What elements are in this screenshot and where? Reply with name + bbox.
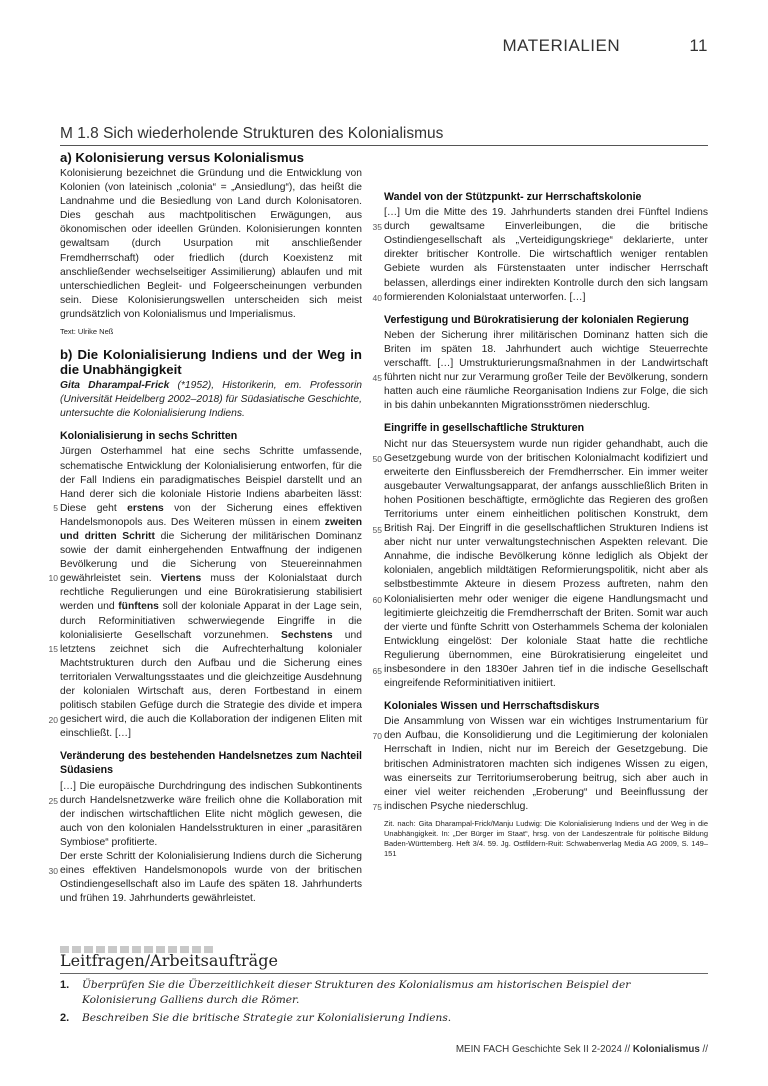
domination-colony-paragraph <box>372 206 708 305</box>
line-number: 35 <box>372 222 382 233</box>
line-number: 50 <box>372 453 382 464</box>
subheading-trade-network: Veränderung des bestehenden Handelsnetzes zum Nachteil Südasiens <box>60 750 362 777</box>
footer-topic: Kolonialismus <box>632 1044 700 1055</box>
six-steps-paragraph <box>48 445 363 741</box>
task-text: Beschreiben Sie die britische Strategie zur Kolonialisierung Indiens. <box>82 1012 452 1024</box>
line-number: 70 <box>372 731 382 742</box>
text-run: Neben der Sicherung ihrer militärischen Dominanz hatten sich die Briten im späten 18. Jahrhundert auch wichtige Steuerrechte verschafft. […] Umstrukturierungsmaßnahmen in der Landwirtschaft führten nicht nur zur Verarmung großer Teile der Bevölkerung, sondern hatten auch eine räumliche Reorganisation Indiens zur Folge, die sich in bis dahin unbekannten Migrationsströmen niederschlug. <box>384 329 708 412</box>
line-number: 25 <box>48 795 58 806</box>
line-number: 45 <box>372 372 382 383</box>
section-b-citation: Zit. nach: Gita Dharampal-Frick/Manju Ludwig: Die Kolonialisierung Indiens und der Weg in die Unabhängigkeit. In: „Der Bürger im Staat“, hrsg. von der Landeszentrale für politische Bildung Baden-Württemberg. Heft 3/4. 59. Jg. Ostfildern-Ruit: Schwabenverlag Media AG 2009, S. 149–151 <box>384 818 708 858</box>
text-run: und letztens zeichnet sich die Aufrechterhaltung kolonialer Machtstrukturen durch den Aufbau und die Sicherung eines territorialen Verwaltungsstaates und die gleichzeitige Ausdehnung der kolonialen Wirtschaft aus, deren Fortbestand in einem politisch stabilen Gefüge durch die Strategie des divide et impera gesichert wird, die auch die Kollaboration der indigenen Eliten mit einschließt. […] <box>60 629 362 740</box>
line-number: 65 <box>372 665 382 676</box>
subheading-social-structures: Eingriffe in gesellschaftliche Strukturen <box>384 422 585 435</box>
subheading-colonial-knowledge: Koloniales Wissen und Herrschaftsdiskurs <box>384 700 600 713</box>
page-number: 11 <box>689 36 708 55</box>
social-structures-paragraph <box>372 438 708 692</box>
material-title: M 1.8 Sich wiederholende Strukturen des Kolonialismus <box>60 125 708 146</box>
text-run: Der erste Schritt der Kolonialisierung Indiens durch die Sicherung eines effektiven Handelsmonopols wurde von der britischen Ostindiengesellschaft also im Laufe des späten 18. Jahrhunderts und frühen 19. Jahrhunderts gewährleistet. <box>60 851 362 905</box>
task-item <box>60 978 708 1007</box>
text-run: Nicht nur das Steuersystem wurde nun rigider gehandhabt, auch die Gesetzgebung wurde von der britischen Kolonialmacht kodifiziert und erweiterte den Einflussbereich der Fremdherrscher. Ein immer weiter ausgebauter Verwaltungsapparat, der anfangs ausschließlich Briten in hohen Positionen beschäftigte, ermöglichte das Regieren des großen Territoriums unter einem einheitlichen politischen Konstrukt, dem British Raj. Der Eingriff in die gesellschaftlichen Strukturen Indiens ist aber nicht nur unter verwaltungstechnischen Aspekten relevant. Die Annahme, die indische Bevölkerung könne lediglich als Objekt der kolonialen, angeblich mildtätigen Reformierungspolitik, nicht aber als selbstbestimmte Akteure in diesem Prozess auftreten, nahm den Kolonialisierten mehr oder weniger die eigene Handlungsmacht und legitimierte gleichzeitig die Fremdherrschaft der Briten. Somit war auch der vierte und fünfte Schritt von Osterhammels Schema der kolonialen Entwicklung eingelöst: Der koloniale Staat hatte die rechtliche Regulierung übernommen, eine Bürokratisierung eingeleitet und insbesondere in den 1830er Jahren tief in die indische Gesellschaft eingreifende Reforminitiativen initiiert. <box>384 438 708 690</box>
line-number: 60 <box>372 594 382 605</box>
text-run: von der Sicherung eines effektiven Handelsmonopols aus. Des Weiteren müssen in einem <box>60 502 362 528</box>
line-number: 10 <box>48 573 58 584</box>
section-a-heading: a) Kolonisierung versus Kolonialismus <box>60 150 305 165</box>
emphasis-viertens: Viertens <box>160 573 202 585</box>
subheading-domination-colony: Wandel von der Stützpunkt- zur Herrschaftskolonie <box>384 191 642 203</box>
footer-suffix: // <box>699 1044 708 1055</box>
tasks-heading: Leitfragen/Arbeitsaufträge <box>60 951 708 974</box>
colonial-knowledge-paragraph <box>372 715 708 814</box>
author-intro-text: (*1952), Historikerin, em. Professorin (Universität Heidelberg 2002–2018) für Südasiatische Geschichte, untersuchte die Kolonialisierung Indiens. <box>60 380 362 420</box>
tasks-list <box>60 978 708 1030</box>
task-number: 1. <box>60 979 70 991</box>
bureaucratization-paragraph <box>372 329 708 414</box>
page-header <box>503 36 708 56</box>
text-run: muss der Kolonialstaat durch rechtliche Regulierungen und eine Bürokratisierung stabilisiert werden und <box>60 573 362 613</box>
section-a-body: Kolonisierung bezeichnet die Gründung und die Entwicklung von Kolonien (von lateinisch „colonia“ = „Ansiedlung“), das heißt die Landnahme und die Besiedlung von Land durch Kolonisatoren. Dies geschah aus machtpolitischen Erwägungen, aus ökonomischen oder ideellen Gründen. Kolonisierungen konnten gewaltsam (durch Usurpation mit anschließender Fremdherrschaft) oder friedlich (durch Koexistenz mit anschließender wechselseitiger Assimilierung) ablaufen und mit unterschiedlichen Begleit- und Folgeerscheinungen verbunden sein. Diese Kolonisierungswellen unterscheiden sich meist grundsätzlich von Kolonialismus und Imperialismus. <box>60 168 362 320</box>
section-a-citation: Text: Ulrike Neß <box>60 327 114 337</box>
page-footer <box>456 1044 708 1055</box>
text-run: Die Ansammlung von Wissen war ein wichtiges Instrumentarium für den Aufbau, die Konsolidierung und die Legitimierung der kolonialen Herrschaft in Indien, nicht nur im Bereich der Gesetzgebung. Die britischen Administratoren machten sich indigenes Wissen zu eigen, was einerseits zur Territoriumseroberung beitrug, sich aber auch in einer viel weiter reichenden „Eroberung“ und Beeinflussung der indischen Psyche niederschlug. <box>384 716 708 812</box>
line-number: 55 <box>372 524 382 535</box>
emphasis-sechstens: Sechstens <box>281 629 333 641</box>
emphasis-erstens: erstens <box>127 502 164 514</box>
emphasis-fuenftens: fünftens <box>118 601 159 613</box>
text-run: die Sicherung der militärischen Dominanz sowie der damit einhergehenden Entwaffnung der indigenen Bevölkerung und die Sicherung von Steuereinnahmen gewährleistet sein. <box>60 530 363 585</box>
author-name: Gita Dharampal-Frick <box>60 380 170 392</box>
text-run: […] Um die Mitte des 19. Jahrhunderts standen drei Fünftel Indiens durch gewaltsame Einverleibungen, die die britische Ostindiengesellschaft als „Verteidigungskriege“ deklarierte, unter direkter britischer Kontrolle. Die wirtschaftlich weniger rentablen Gebiete wurden als Fürstenstaaten unter indischer Herrschaft belassen, allerdings einer indirekten Kontrolle durch den sich langsam formierenden Kolonialstaat unterworfen. […] <box>384 207 708 303</box>
section-b-heading: b) Die Kolonialisierung Indiens und der Weg in die Unabhängigkeit <box>60 347 362 378</box>
trade-network-paragraph <box>48 780 362 850</box>
subheading-six-steps: Kolonialisierung in sechs Schritten <box>60 430 238 443</box>
subheading-bureaucratization: Verfestigung und Bürokratisierung der kolonialen Regierung <box>384 313 689 326</box>
trade-network-paragraph-2 <box>48 850 362 906</box>
line-number: 40 <box>372 293 382 304</box>
emphasis-zweiten: zweiten und dritten Schritt <box>60 516 362 542</box>
text-run: […] Die europäische Durchdringung des indischen Subkontinents durch Handelsnetzwerke wäre freilich ohne die Kollaboration mit der indischen wirtschaftlichen Elite nicht möglich gewesen, die auch von den kolonialen Handelsstrukturen in einer „parasitären Symbiose“ profitierte. <box>60 780 362 848</box>
section-label: MATERIALIEN <box>502 36 621 55</box>
author-intro <box>60 379 362 421</box>
text-run: soll der koloniale Apparat in der Lage sein, durch Reforminitiativen schwerwiegende Eingriffe in die kolonialisierte Gesellschaft vorzunehmen. <box>60 601 362 641</box>
footer-publication: MEIN FACH Geschichte Sek II 2-2024 // <box>455 1044 633 1055</box>
line-number: 30 <box>48 866 58 877</box>
line-number: 20 <box>48 715 58 726</box>
right-column <box>372 150 708 859</box>
line-number: 15 <box>48 644 58 655</box>
left-column <box>48 150 363 906</box>
line-number: 75 <box>372 802 382 813</box>
task-text: Überprüfen Sie die Überzeitlichkeit dieser Strukturen des Kolonialismus am historischen Beispiel der Kolonisierung Galliens durch die Römer. <box>82 979 631 1006</box>
task-number: 2. <box>60 1012 70 1024</box>
task-item <box>60 1011 708 1026</box>
line-number: 5 <box>53 503 58 514</box>
text-run: Jürgen Osterhammel hat eine sechs Schritte umfassende, schematische Entwicklung der Kolonialisierung entworfen, für die der Fall Indiens ein paradigmatisches Beispiel darstellt und an Hand derer sich die koloniale Historie Indiens abarbeiten lässt: Diese geht <box>60 446 362 514</box>
